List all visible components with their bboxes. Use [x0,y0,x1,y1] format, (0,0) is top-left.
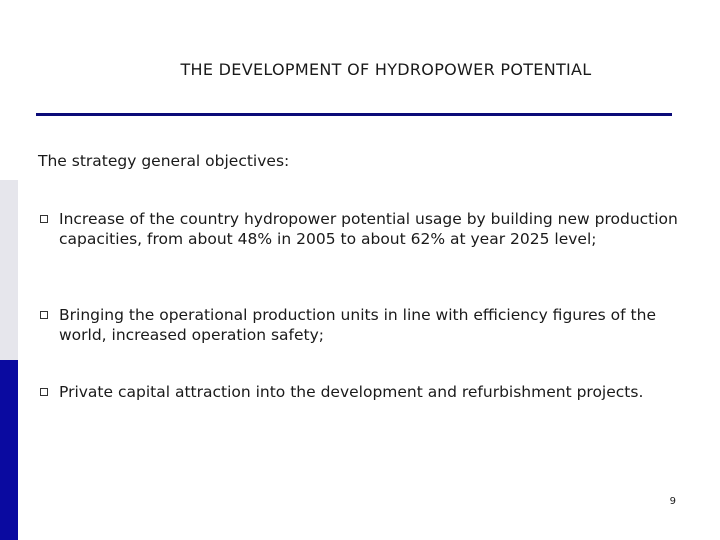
bullet-text: Private capital attraction into the development and refurbishment projects. [59,383,644,401]
square-bullet-icon [40,311,48,319]
page-number: 9 [669,496,676,507]
sidebar-band-top [0,0,18,180]
sidebar-band-middle [0,180,18,360]
bullet-text: Increase of the country hydropower potential usage by building new production capacities, from about 48% in 2005 to about 62% at year 2025 level; [59,210,678,248]
bullet-text: Bringing the operational production units in line with efficiency figures of the world, increased operation safety; [59,306,656,344]
slide-subtitle: The strategy general objectives: [38,152,290,170]
title-divider [36,113,672,116]
slide-title: THE DEVELOPMENT OF HYDROPOWER POTENTIAL [180,60,592,79]
square-bullet-icon [40,388,48,396]
square-bullet-icon [40,215,48,223]
sidebar-band-bottom [0,360,18,540]
